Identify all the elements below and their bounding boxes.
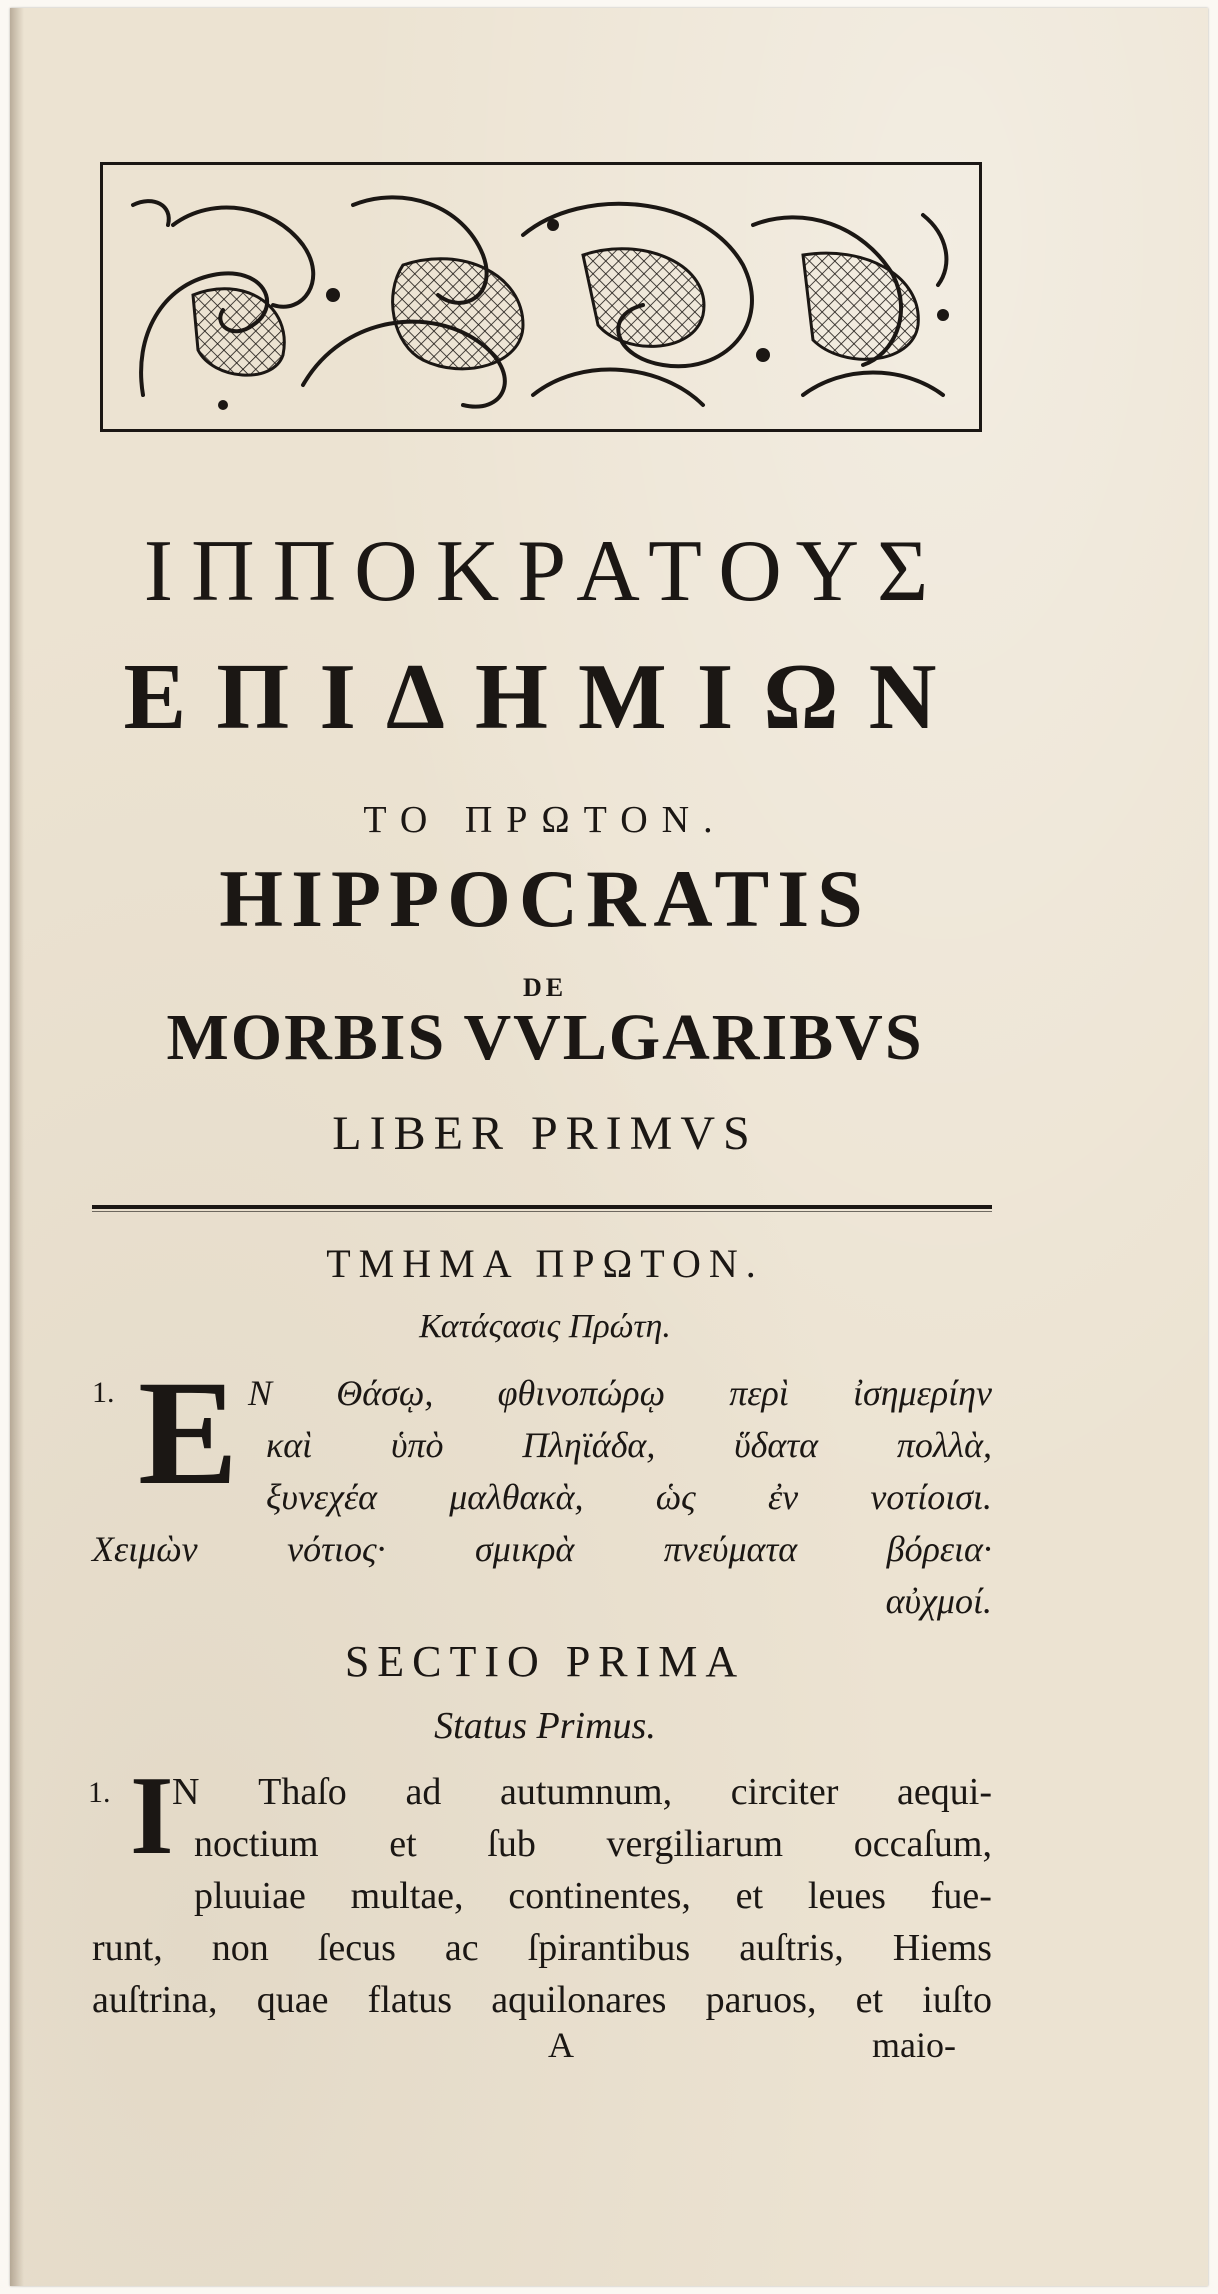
greek-word: ἐν xyxy=(768,1477,799,1517)
greek-word: Θάσῳ, xyxy=(336,1373,434,1413)
greek-word: Χειμὼν xyxy=(92,1529,198,1569)
greek-word: νοτίοισι. xyxy=(870,1477,992,1517)
latin-word: circiter xyxy=(730,1771,839,1813)
greek-word: αὐχμοί. xyxy=(885,1581,992,1621)
ornamental-headpiece xyxy=(100,162,982,432)
greek-title-line-3: ΤΟ ΠΡΩΤΟΝ. xyxy=(363,799,727,841)
greek-word: ἰσημερίην xyxy=(852,1373,992,1413)
latin-word: non xyxy=(211,1927,269,1969)
greek-text-line-3 xyxy=(266,1476,992,1518)
greek-word: φθινοπώρῳ xyxy=(497,1373,665,1413)
latin-word: auſtris, xyxy=(739,1927,844,1969)
greek-word: Πληϊάδα, xyxy=(522,1425,656,1465)
greek-word: ὡς xyxy=(655,1477,696,1517)
latin-title-de: DE xyxy=(522,973,568,1002)
latin-word: continentes, xyxy=(508,1875,691,1917)
greek-title-line-1: ΙΠΠΟΚΡΑΤΟΥΣ xyxy=(143,523,947,620)
greek-section-heading: ΤΜΗΜΑ ΠΡΩΤΟΝ. xyxy=(326,1241,764,1286)
latin-word: aquilonares xyxy=(491,1979,667,2021)
latin-word: multae, xyxy=(350,1875,464,1917)
latin-dropcap: I xyxy=(130,1754,174,1878)
greek-word: σμικρὰ xyxy=(475,1529,575,1569)
latin-title-line-1: HIPPOCRATIS xyxy=(219,853,871,944)
latin-word: fue- xyxy=(930,1875,992,1917)
greek-title-line-2: ΕΠΙΔΗΜΙΩΝ xyxy=(123,645,967,749)
latin-word: aequi- xyxy=(897,1771,992,1813)
latin-text-line-5 xyxy=(92,1978,992,2022)
title-rule xyxy=(92,1205,992,1209)
catchword: maio- xyxy=(872,2025,956,2065)
greek-text-line-5 xyxy=(92,1580,992,1622)
greek-word: βόρεια· xyxy=(886,1529,992,1569)
latin-word: noctium xyxy=(194,1823,319,1865)
latin-word: autumnum, xyxy=(500,1771,673,1813)
greek-word: καὶ xyxy=(266,1425,313,1465)
latin-word: ac xyxy=(444,1927,479,1969)
latin-title-line-2: MORBIS VVLGARIBVS xyxy=(166,1001,924,1074)
latin-word: flatus xyxy=(367,1979,453,2021)
latin-text-line-1 xyxy=(172,1770,992,1814)
latin-title-line-3: LIBER PRIMVS xyxy=(332,1107,758,1160)
page-gutter-shadow xyxy=(10,8,24,2286)
latin-paragraph-number: 1. xyxy=(88,1776,111,1809)
latin-word: ſub xyxy=(487,1823,536,1865)
greek-text-line-4 xyxy=(92,1528,992,1570)
greek-word: νότιος· xyxy=(287,1529,386,1569)
latin-word: et xyxy=(855,1979,884,2021)
title-rule-thin xyxy=(92,1211,992,1212)
latin-section-subheading: Status Primus. xyxy=(434,1705,656,1747)
greek-word: μαλθακὰ, xyxy=(449,1477,584,1517)
signature-mark: A xyxy=(548,2025,574,2065)
greek-dropcap: E xyxy=(138,1350,239,1516)
latin-section-heading: SECTIO PRIMA xyxy=(344,1637,746,1686)
greek-word: πνεύματα xyxy=(663,1529,798,1569)
latin-word: iuſto xyxy=(922,1979,992,2021)
latin-word: pluuiae xyxy=(194,1875,306,1917)
latin-word: leues xyxy=(807,1875,886,1917)
greek-paragraph-number: 1. xyxy=(92,1376,115,1409)
latin-text-line-4 xyxy=(92,1926,992,1970)
latin-text-line-3 xyxy=(194,1874,992,1918)
greek-word: περὶ xyxy=(729,1373,789,1413)
greek-text-line-1 xyxy=(248,1372,992,1414)
latin-word: ſecus xyxy=(317,1927,396,1969)
latin-word: ad xyxy=(405,1771,442,1813)
latin-word: occaſum, xyxy=(853,1823,992,1865)
latin-word: Thaſo xyxy=(258,1771,347,1813)
greek-word: Ν xyxy=(248,1373,273,1413)
headpiece-ornament-icon xyxy=(103,165,979,429)
latin-word: paruos, xyxy=(705,1979,817,2021)
latin-word: runt, xyxy=(92,1927,163,1969)
latin-word: et xyxy=(735,1875,764,1917)
greek-word: ὑπὸ xyxy=(390,1425,444,1465)
latin-word: quae xyxy=(256,1979,329,2021)
latin-word: Hiems xyxy=(892,1927,992,1969)
greek-word: ὕδατα xyxy=(734,1425,819,1465)
latin-text-line-2 xyxy=(194,1822,992,1866)
greek-section-subheading: Κατάςασις Πρώτη. xyxy=(419,1308,671,1345)
latin-word: auſtrina, xyxy=(92,1979,218,2021)
latin-word: vergiliarum xyxy=(606,1823,784,1865)
greek-word: ξυνεχέα xyxy=(266,1477,378,1517)
greek-word: πολλὰ, xyxy=(896,1425,992,1465)
greek-text-line-2 xyxy=(266,1424,992,1466)
latin-word: ſpirantibus xyxy=(527,1927,691,1969)
latin-word: et xyxy=(389,1823,417,1865)
latin-word: N xyxy=(172,1771,200,1813)
